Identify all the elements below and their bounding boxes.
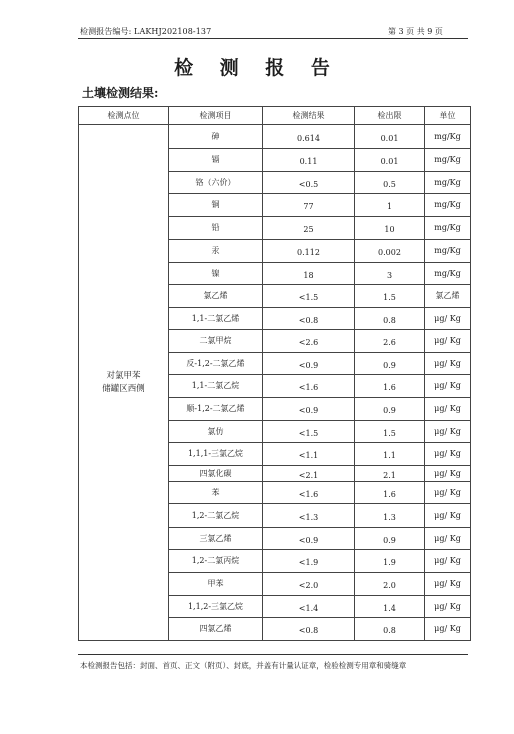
col-header-location: 检测点位 — [79, 107, 169, 125]
unit-cell: μg/ Kg — [425, 528, 471, 550]
limit-cell: 1.4 — [355, 596, 425, 618]
limit-cell: 0.8 — [355, 618, 425, 641]
item-cell: 氯乙烯 — [169, 285, 263, 308]
item-cell: 1,1-二氯乙烷 — [169, 375, 263, 398]
limit-cell: 2.1 — [355, 466, 425, 482]
item-cell: 三氯乙烯 — [169, 528, 263, 550]
col-header-limit: 检出限 — [355, 107, 425, 125]
item-cell: 1,1,1-三氯乙烷 — [169, 443, 263, 466]
result-cell: <1.9 — [263, 550, 355, 573]
limit-cell: 0.9 — [355, 353, 425, 375]
unit-cell: μg/ Kg — [425, 504, 471, 528]
limit-cell: 0.8 — [355, 308, 425, 330]
col-header-unit: 单位 — [425, 107, 471, 125]
unit-cell: μg/ Kg — [425, 466, 471, 482]
item-cell: 反-1,2-二氯乙烯 — [169, 353, 263, 375]
unit-cell: mg/Kg — [425, 149, 471, 172]
result-cell: <1.6 — [263, 375, 355, 398]
location-cell: 对氯甲苯 储罐区西侧 — [79, 125, 169, 641]
item-cell: 1,1,2-三氯乙烷 — [169, 596, 263, 618]
page-title: 检 测 报 告 — [174, 57, 340, 79]
table-header-row — [79, 107, 471, 125]
col-header-item: 检测项目 — [169, 107, 263, 125]
limit-cell: 1 — [355, 194, 425, 217]
result-cell: <2.0 — [263, 573, 355, 596]
unit-cell: μg/ Kg — [425, 353, 471, 375]
result-cell: <0.5 — [263, 172, 355, 194]
unit-cell: μg/ Kg — [425, 398, 471, 421]
result-cell: <0.8 — [263, 308, 355, 330]
unit-cell: μg/ Kg — [425, 618, 471, 641]
section-title: 土壤检测结果: — [82, 86, 159, 100]
unit-cell: μg/ Kg — [425, 421, 471, 443]
limit-cell: 1.5 — [355, 285, 425, 308]
limit-cell: 0.9 — [355, 528, 425, 550]
item-cell: 1,1-二氯乙烯 — [169, 308, 263, 330]
result-cell: 0.112 — [263, 240, 355, 263]
footer-divider — [78, 654, 468, 655]
result-cell: <1.5 — [263, 421, 355, 443]
limit-cell: 1.1 — [355, 443, 425, 466]
limit-cell: 1.9 — [355, 550, 425, 573]
item-cell: 镍 — [169, 263, 263, 285]
result-cell: <0.9 — [263, 398, 355, 421]
limit-cell: 1.6 — [355, 482, 425, 504]
result-cell: 77 — [263, 194, 355, 217]
result-cell: <0.9 — [263, 528, 355, 550]
unit-cell: μg/ Kg — [425, 443, 471, 466]
result-cell: 0.614 — [263, 125, 355, 149]
unit-cell: 氯乙烯 — [425, 285, 471, 308]
unit-cell: mg/Kg — [425, 172, 471, 194]
result-cell: <2.1 — [263, 466, 355, 482]
header-divider — [78, 38, 468, 39]
unit-cell: mg/Kg — [425, 194, 471, 217]
item-cell: 四氯化碳 — [169, 466, 263, 482]
table-body — [79, 125, 471, 641]
result-cell: 0.11 — [263, 149, 355, 172]
limit-cell: 0.01 — [355, 125, 425, 149]
result-cell: <1.6 — [263, 482, 355, 504]
result-cell: <0.8 — [263, 618, 355, 641]
table-row — [79, 125, 471, 149]
limit-cell: 3 — [355, 263, 425, 285]
unit-cell: μg/ Kg — [425, 308, 471, 330]
item-cell: 氯仿 — [169, 421, 263, 443]
page-indicator: 第 3 页 共 9 页 — [388, 27, 443, 36]
result-cell: 25 — [263, 217, 355, 240]
results-table — [78, 106, 471, 641]
limit-cell: 0.01 — [355, 149, 425, 172]
limit-cell: 0.002 — [355, 240, 425, 263]
unit-cell: mg/Kg — [425, 217, 471, 240]
unit-cell: μg/ Kg — [425, 573, 471, 596]
report-number: 检测报告编号: LAKHJ202108-137 — [80, 27, 212, 36]
limit-cell: 1.3 — [355, 504, 425, 528]
result-cell: <1.4 — [263, 596, 355, 618]
limit-cell: 1.6 — [355, 375, 425, 398]
item-cell: 四氯乙烯 — [169, 618, 263, 641]
item-cell: 铜 — [169, 194, 263, 217]
limit-cell: 1.5 — [355, 421, 425, 443]
col-header-result: 检测结果 — [263, 107, 355, 125]
item-cell: 镉 — [169, 149, 263, 172]
limit-cell: 0.5 — [355, 172, 425, 194]
limit-cell: 10 — [355, 217, 425, 240]
unit-cell: mg/Kg — [425, 125, 471, 149]
unit-cell: μg/ Kg — [425, 596, 471, 618]
item-cell: 1,2-二氯丙烷 — [169, 550, 263, 573]
item-cell: 二氯甲烷 — [169, 330, 263, 353]
item-cell: 顺-1,2-二氯乙烯 — [169, 398, 263, 421]
unit-cell: mg/Kg — [425, 263, 471, 285]
limit-cell: 0.9 — [355, 398, 425, 421]
result-cell: 18 — [263, 263, 355, 285]
footer-note: 本检测报告包括：封面、首页、正文（附页）、封底，并盖有计量认证章，检验检测专用章和骑缝章 — [80, 661, 407, 670]
item-cell: 苯 — [169, 482, 263, 504]
item-cell: 铬（六价） — [169, 172, 263, 194]
unit-cell: μg/ Kg — [425, 550, 471, 573]
unit-cell: μg/ Kg — [425, 375, 471, 398]
result-cell: <1.5 — [263, 285, 355, 308]
limit-cell: 2.0 — [355, 573, 425, 596]
unit-cell: μg/ Kg — [425, 330, 471, 353]
result-cell: <1.1 — [263, 443, 355, 466]
unit-cell: μg/ Kg — [425, 482, 471, 504]
item-cell: 铅 — [169, 217, 263, 240]
result-cell: <2.6 — [263, 330, 355, 353]
item-cell: 甲苯 — [169, 573, 263, 596]
item-cell: 汞 — [169, 240, 263, 263]
item-cell: 1,2-二氯乙烷 — [169, 504, 263, 528]
limit-cell: 2.6 — [355, 330, 425, 353]
result-cell: <1.3 — [263, 504, 355, 528]
result-cell: <0.9 — [263, 353, 355, 375]
unit-cell: mg/Kg — [425, 240, 471, 263]
item-cell: 砷 — [169, 125, 263, 149]
